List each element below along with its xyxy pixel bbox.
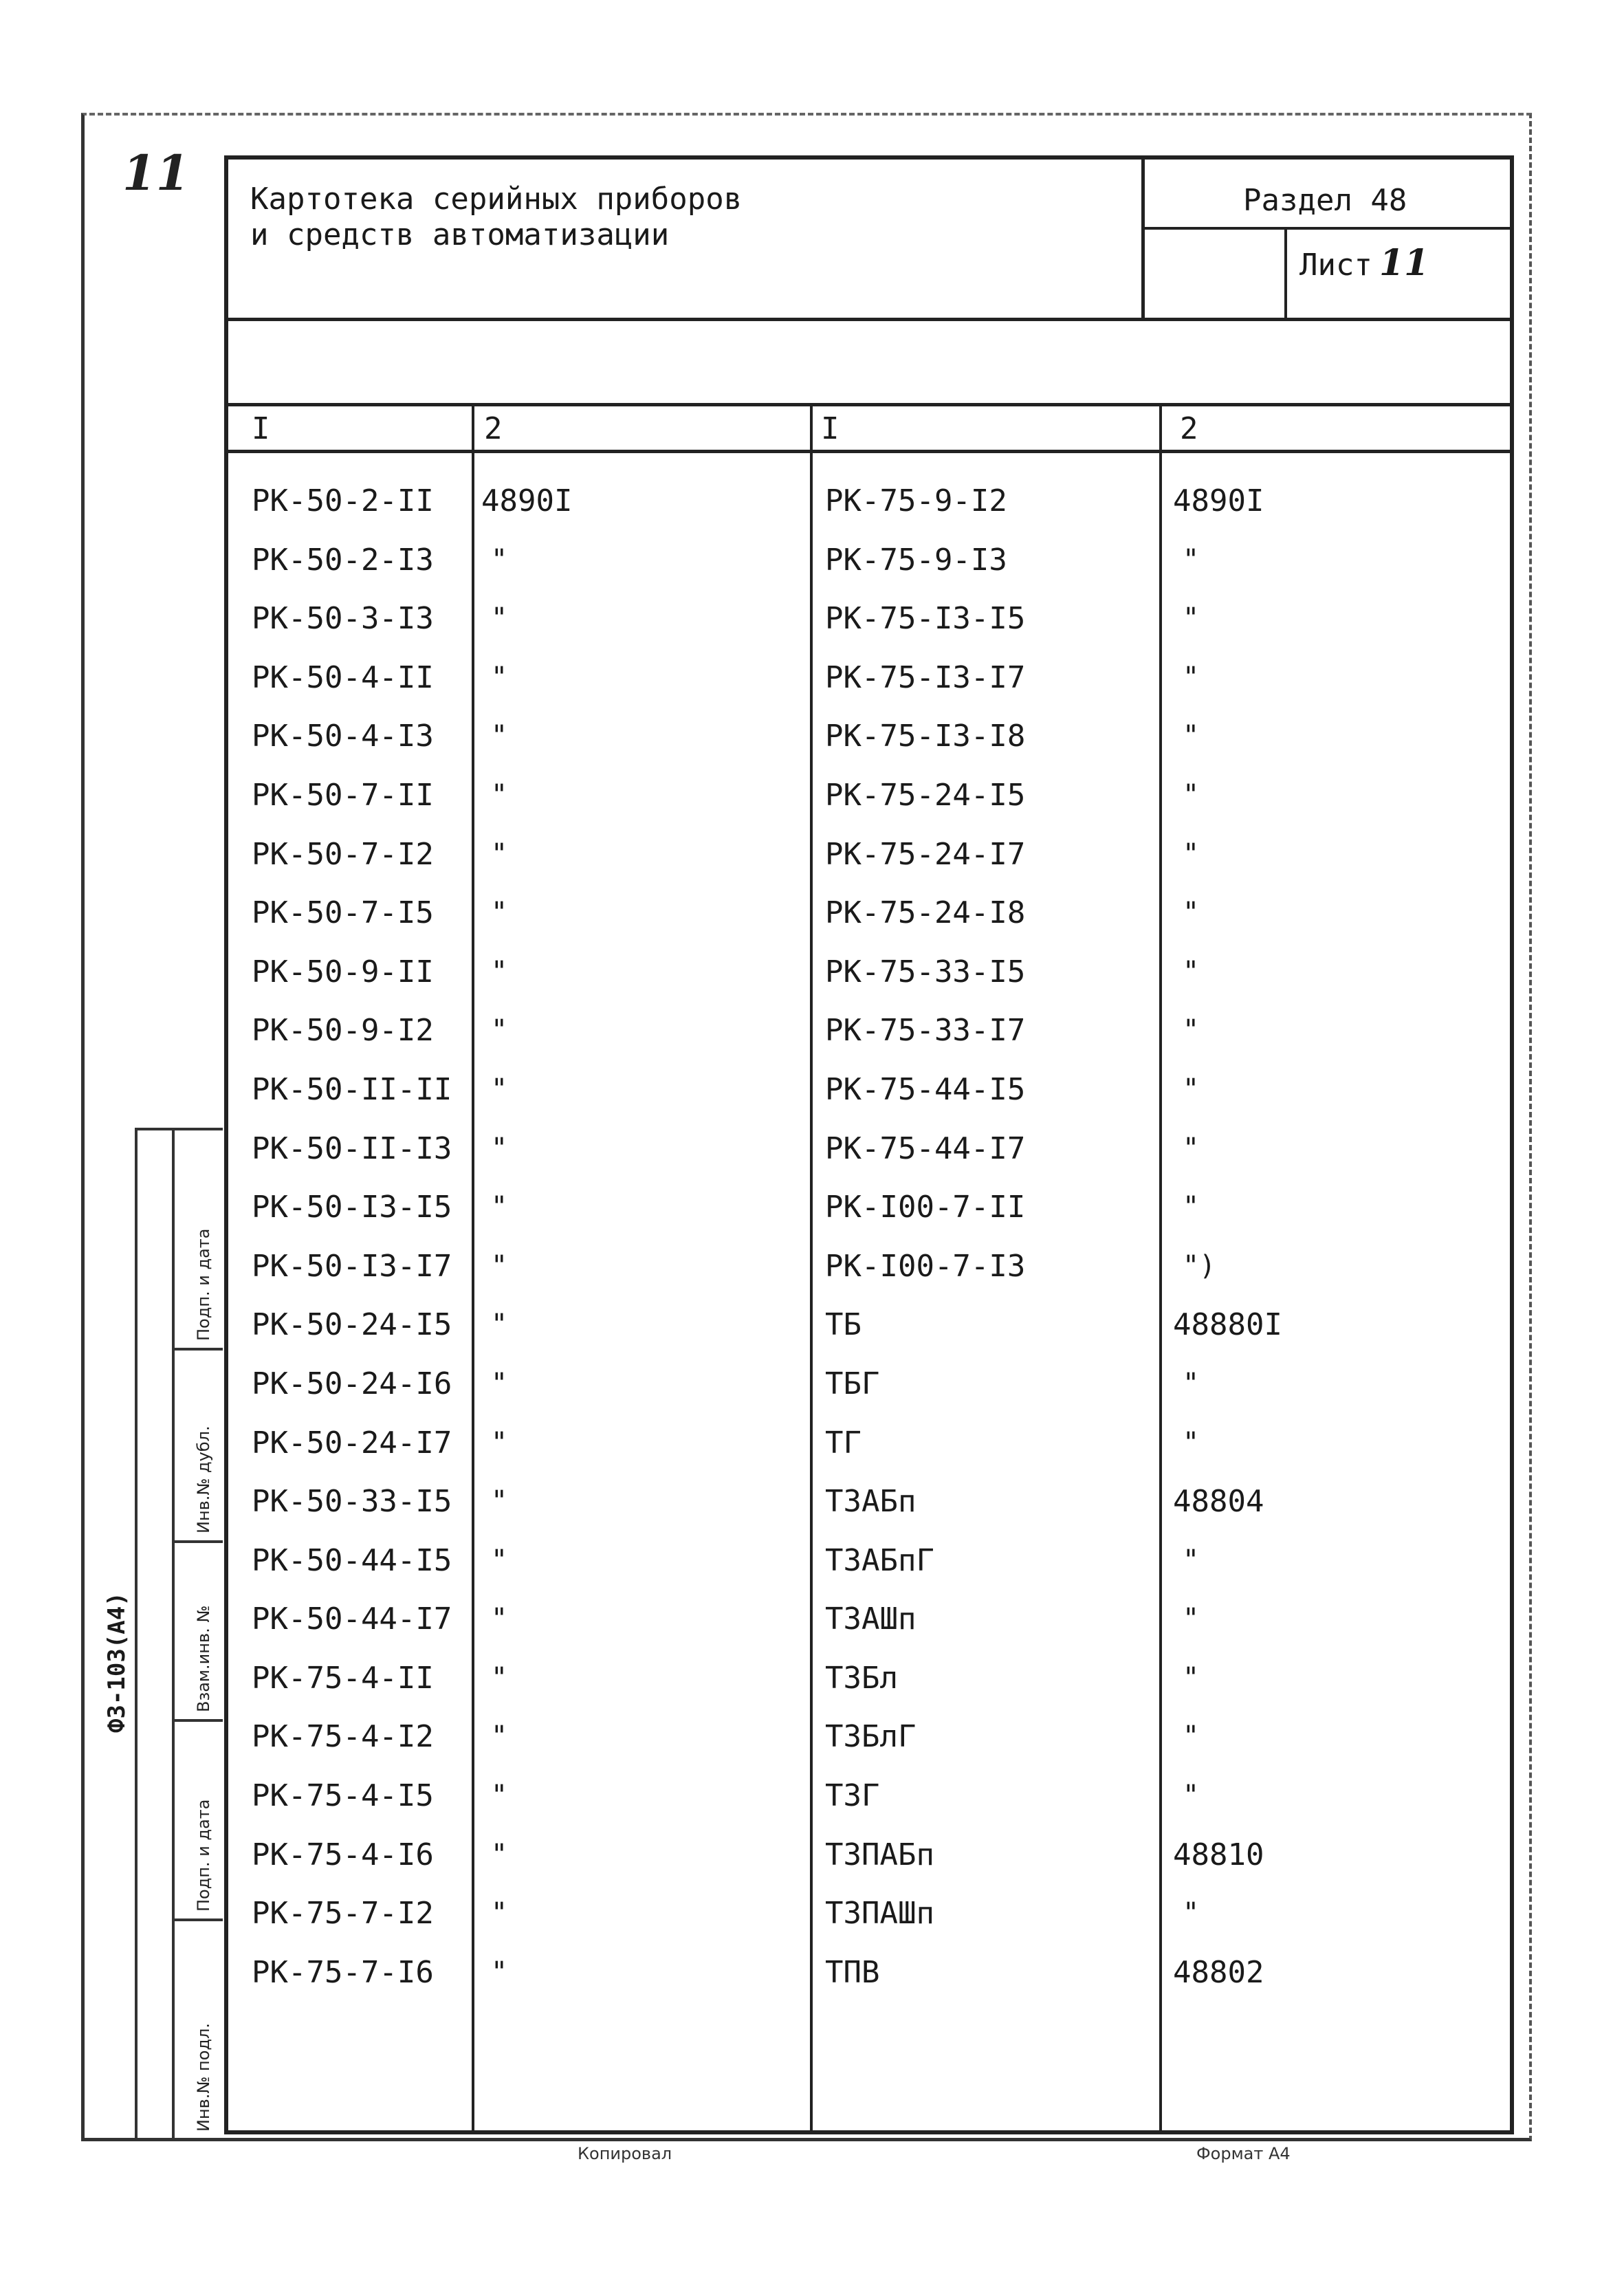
table-cell: РК-75-9-I3	[825, 542, 1007, 578]
table-cell: ")	[1183, 1249, 1216, 1282]
stamp-divider	[172, 1348, 223, 1351]
table-cell: РК-50-24-I5	[252, 1307, 452, 1343]
table-cell: "	[1183, 1132, 1200, 1164]
header-bottom-line	[224, 318, 1514, 321]
table-cell: РК-75-9-I2	[825, 483, 1007, 518]
table-cell: "	[1183, 897, 1200, 929]
table-cell: РК-50-I3-I7	[252, 1248, 452, 1284]
table-header-line	[224, 450, 1514, 453]
column-right-codes	[1173, 472, 1282, 2002]
table-cell: РК-50-4-I3	[252, 719, 434, 754]
table-cell: "	[491, 1367, 508, 1399]
table-cell: ТЗАБпГ	[825, 1542, 934, 1578]
table-cell: РК-75-4-II	[252, 1660, 434, 1696]
column-header: 2	[484, 411, 503, 446]
table-cell: "	[491, 955, 508, 987]
table-cell: "	[1183, 602, 1200, 635]
table-cell: 48810	[1173, 1837, 1264, 1872]
table-cell: "	[1183, 720, 1200, 752]
column-header: 2	[1180, 411, 1198, 446]
table-cell: "	[1183, 1661, 1200, 1694]
table-cell: ТЗАШп	[825, 1601, 917, 1637]
table-cell: "	[1183, 1014, 1200, 1047]
stamp-field-original-inv: Инв.№ подл.	[194, 2023, 213, 2132]
stamp-field-dup-inv: Инв.№ дубл.	[194, 1425, 213, 1533]
table-cell: РК-50-33-I5	[252, 1484, 452, 1520]
table-cell: ТЗАБп	[825, 1484, 917, 1520]
table-cell: 48880I	[1173, 1307, 1282, 1343]
table-cell: "	[1183, 1780, 1200, 1812]
table-cell: "	[1183, 778, 1200, 811]
table-cell: РК-50-7-II	[252, 777, 434, 813]
table-cell: ТБ	[825, 1307, 862, 1343]
table-cell: РК-75-44-I5	[825, 1071, 1026, 1107]
table-cell: "	[491, 1485, 508, 1518]
table-cell: РК-I00-7-I3	[825, 1248, 1026, 1284]
table-cell: "	[491, 778, 508, 811]
table-cell: "	[1183, 1720, 1200, 1753]
table-cell: РК-50-9-I2	[252, 1013, 434, 1049]
table-cell: 4890I	[481, 483, 573, 518]
table-cell: "	[1183, 1544, 1200, 1576]
table-cell: "	[1183, 955, 1200, 987]
table-cell: РК-75-24-I5	[825, 777, 1026, 813]
table-cell: ТЗБл	[825, 1660, 898, 1696]
table-cell: "	[1183, 838, 1200, 870]
document-title: Картотека серийных приборов и средств автоматизации	[250, 182, 743, 252]
column-divider	[472, 404, 474, 2134]
table-cell: "	[1183, 1897, 1200, 1929]
table-cell: РК-50-24-I7	[252, 1425, 452, 1461]
table-cell: ТЗГ	[825, 1778, 880, 1814]
table-cell: "	[1183, 1191, 1200, 1223]
table-cell: РК-75-7-I2	[252, 1896, 434, 1932]
table-cell: РК-50-I3-I5	[252, 1190, 452, 1225]
table-cell: "	[491, 602, 508, 635]
sheet-number: 11	[1379, 242, 1429, 284]
table-cell: "	[1183, 1426, 1200, 1458]
table-cell: ТПВ	[825, 1954, 880, 1990]
table-cell: РК-50-4-II	[252, 659, 434, 695]
table-cell: РК-75-4-I5	[252, 1778, 434, 1814]
table-cell: ТЗПАШп	[825, 1896, 934, 1932]
table-cell: "	[491, 661, 508, 693]
table-cell: "	[1183, 1603, 1200, 1635]
page-mark: 11	[122, 144, 190, 201]
sheet-label-text: Лист	[1299, 248, 1372, 283]
table-cell: РК-75-4-I2	[252, 1719, 434, 1755]
table-cell: "	[491, 1191, 508, 1223]
table-cell: "	[491, 543, 508, 576]
table-cell: РК-75-33-I7	[825, 1013, 1026, 1049]
table-cell: "	[491, 1544, 508, 1576]
table-cell: РК-50-2-I3	[252, 542, 434, 578]
column-header: I	[821, 411, 840, 446]
table-cell: "	[1183, 1073, 1200, 1105]
stamp-field-replace-inv: Взам.инв. №	[194, 1605, 213, 1712]
table-cell: РК-75-I3-I7	[825, 659, 1026, 695]
table-cell: РК-75-I3-I5	[825, 601, 1026, 637]
table-cell: ТГ	[825, 1425, 862, 1461]
table-cell: РК-75-44-I7	[825, 1130, 1026, 1166]
table-cell: РК-50-II-II	[252, 1071, 452, 1107]
table-cell: РК-75-I3-I8	[825, 719, 1026, 754]
form-code: ФЗ-103(А4)	[103, 1592, 131, 1733]
table-cell: "	[491, 838, 508, 870]
stamp-field-signature-date: Подп. и дата	[194, 1799, 213, 1912]
table-cell: "	[491, 1603, 508, 1635]
table-cell: "	[491, 1309, 508, 1341]
table-cell: "	[491, 1661, 508, 1694]
table-cell: РК-I00-7-II	[825, 1190, 1026, 1225]
table-cell: 48804	[1173, 1484, 1264, 1520]
table-cell: РК-50-2-II	[252, 483, 434, 518]
table-cell: "	[491, 897, 508, 929]
table-cell: РК-75-7-I6	[252, 1954, 434, 1990]
table-cell: РК-75-24-I7	[825, 836, 1026, 872]
table-cell: РК-50-44-I5	[252, 1542, 452, 1578]
table-cell: 48802	[1173, 1954, 1264, 1990]
table-cell: РК-50-II-I3	[252, 1130, 452, 1166]
column-divider	[810, 404, 813, 2134]
column-left-codes	[481, 472, 572, 2002]
table-cell: РК-75-33-I5	[825, 954, 1026, 990]
header-divider	[1284, 228, 1287, 320]
table-cell: "	[491, 1249, 508, 1282]
column-header: I	[252, 411, 270, 446]
header-divider	[1141, 155, 1145, 320]
column-left-names	[252, 472, 452, 2002]
table-cell: "	[491, 720, 508, 752]
stamp-divider	[172, 1540, 223, 1543]
table-cell: "	[1183, 661, 1200, 693]
table-cell: ТЗПАБп	[825, 1837, 934, 1872]
column-divider	[1159, 404, 1162, 2134]
table-cell: "	[491, 1720, 508, 1753]
table-cell: "	[491, 1014, 508, 1047]
table-cell: ТЗБлГ	[825, 1719, 917, 1755]
stamp-divider	[172, 1918, 223, 1921]
table-cell: РК-50-3-I3	[252, 601, 434, 637]
table-cell: "	[491, 1426, 508, 1458]
table-cell: РК-50-24-I6	[252, 1366, 452, 1401]
table-cell: "	[491, 1956, 508, 1988]
stamp-divider	[172, 1128, 175, 2139]
sheet-label	[1299, 242, 1429, 284]
table-cell: РК-50-44-I7	[252, 1601, 452, 1637]
stamp-field-signature-date: Подп. и дата	[194, 1228, 213, 1341]
table-cell: РК-75-4-I6	[252, 1837, 434, 1872]
footer-copied: Копировал	[578, 2144, 672, 2163]
column-right-names	[825, 472, 1025, 2002]
table-cell: "	[1183, 543, 1200, 576]
section-label: Раздел 48	[1243, 183, 1407, 218]
table-cell: "	[491, 1838, 508, 1870]
table-cell: 4890I	[1173, 483, 1264, 518]
table-cell: "	[491, 1073, 508, 1105]
table-cell: РК-50-7-I2	[252, 836, 434, 872]
table-top-line	[224, 403, 1514, 406]
table-cell: "	[491, 1780, 508, 1812]
header-divider	[1141, 227, 1513, 230]
table-cell: "	[1183, 1367, 1200, 1399]
table-cell: РК-50-7-I5	[252, 895, 434, 931]
table-cell: "	[491, 1897, 508, 1929]
footer-format: Формат А4	[1196, 2144, 1291, 2163]
table-cell: РК-75-24-I8	[825, 895, 1026, 931]
table-cell: ТБГ	[825, 1366, 880, 1401]
table-cell: РК-50-9-II	[252, 954, 434, 990]
stamp-divider	[172, 1719, 223, 1722]
table-cell: "	[491, 1132, 508, 1164]
